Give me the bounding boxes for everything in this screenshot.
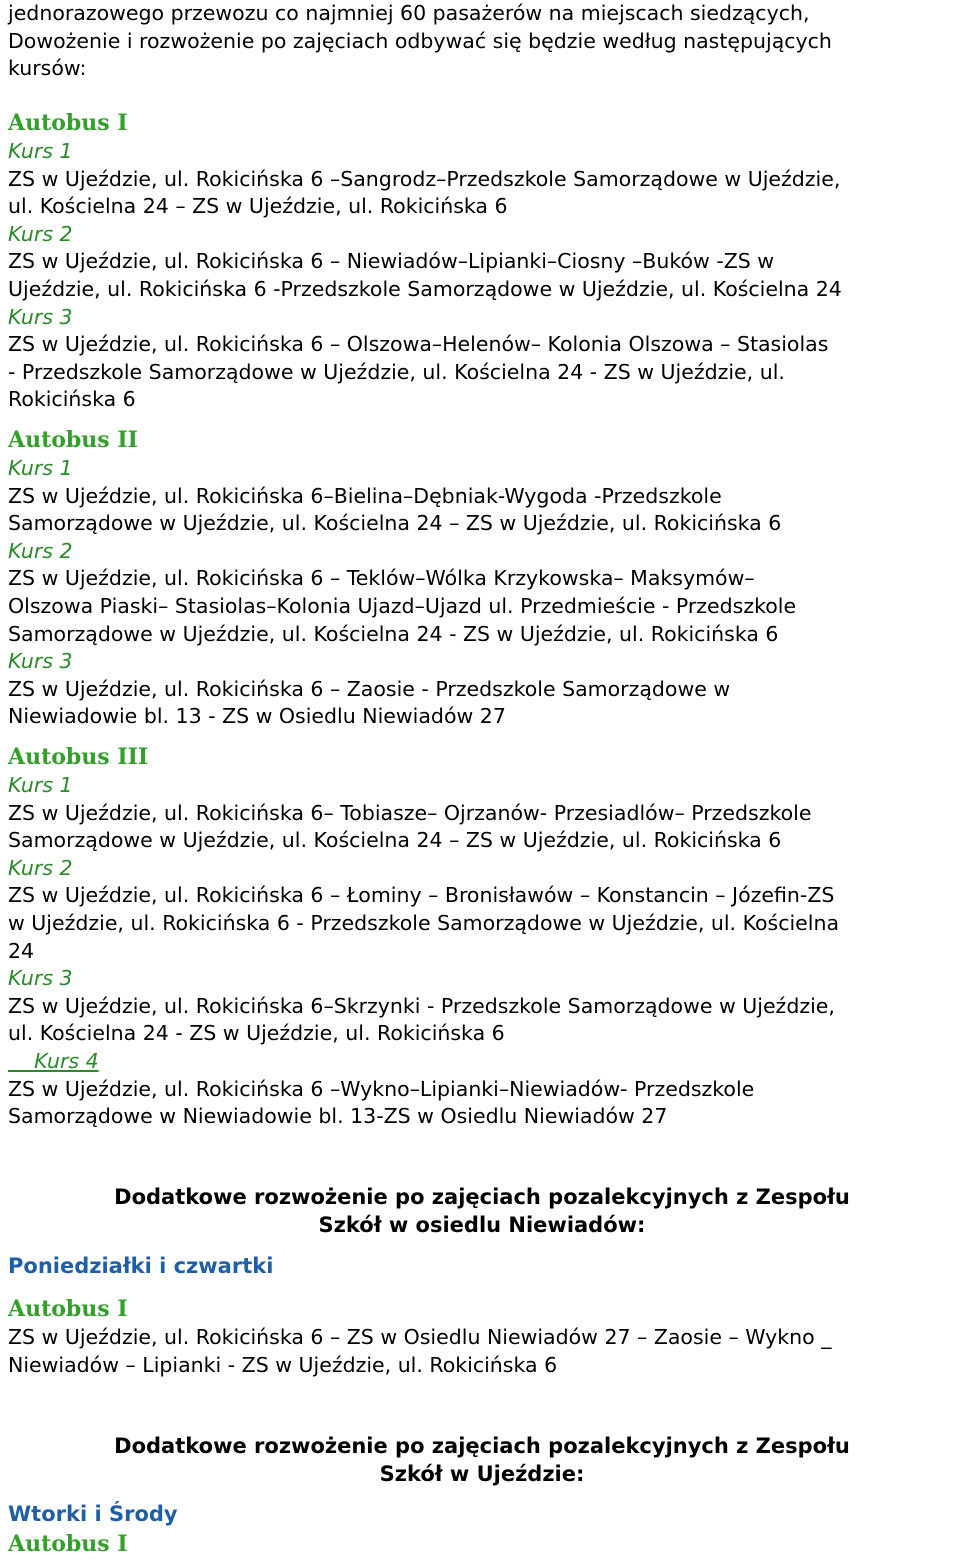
section-heading: Dodatkowe rozwożenie po zajęciach pozalekcyjnych z Zespołu (114, 1185, 850, 1209)
bus-2-section (8, 425, 956, 731)
bus-1-section (8, 108, 956, 414)
route-line: ZS w Ujeździe, ul. Rokicińska 6 –Wykno–Lipianki–Niewiadów- Przedszkole (8, 1076, 755, 1101)
section-heading: Dodatkowe rozwożenie po zajęciach pozalekcyjnych z Zespołu (114, 1434, 850, 1458)
route-line: Samorządowe w Ujeździe, ul. Kościelna 24 – ZS w Ujeździe, ul. Rokicińska 6 (8, 511, 782, 536)
intro-block (8, 0, 956, 83)
route-line: ZS w Ujeździe, ul. Rokicińska 6 – Zaosie - Przedszkole Samorządowe w (8, 676, 731, 701)
kurs-4-label: Kurs 4 (34, 1048, 99, 1073)
route-line: Ujeździe, ul. Rokicińska 6 -Przedszkole Samorządowe w Ujeździe, ul. Kościelna 24 (8, 276, 842, 301)
route-line: ZS w Ujeździe, ul. Rokicińska 6– Tobiasze– Ojrzanów- Przesiadlów– Przedszkole (8, 800, 812, 825)
route-line: ZS w Ujeździe, ul. Rokicińska 6 –Sangrodz–Przedszkole Samorządowe w Ujeździe, (8, 166, 841, 191)
kurs-label: Kurs 2 (8, 538, 73, 563)
route-line: w Ujeździe, ul. Rokicińska 6 - Przedszkole Samorządowe w Ujeździe, ul. Kościelna (8, 910, 840, 935)
bus-title: Autobus I (8, 1530, 128, 1557)
route-line: ZS w Ujeździe, ul. Rokicińska 6 – ZS w Osiedlu Niewiadów 27 – Zaosie – Wykno _ (8, 1325, 832, 1349)
route-line: Rokicińska 6 (8, 387, 136, 412)
days-label: Poniedziałki i czwartki (8, 1254, 274, 1278)
route-line: ZS w Ujeździe, ul. Rokicińska 6–Skrzynki - Przedszkole Samorządowe w Ujeździe, (8, 993, 835, 1018)
intro-line: jednorazowego przewozu co najmniej 60 pasażerów na miejscach siedzących, (8, 1, 810, 25)
extra-section-niewiadow (8, 1184, 956, 1239)
route-line: 24 (8, 938, 35, 963)
section-heading: Szkół w osiedlu Niewiadów: (318, 1212, 646, 1237)
kurs-label: Kurs 1 (8, 139, 73, 163)
intro-line: kursów: (8, 56, 87, 81)
intro-line: Dowożenie i rozwożenie po zajęciach odbywać się będzie według następujących (8, 28, 832, 53)
route-line: - Przedszkole Samorządowe w Ujeździe, ul. Kościelna 24 - ZS w Ujeździe, ul. (8, 359, 785, 384)
route-line: Samorządowe w Ujeździe, ul. Kościelna 24 - ZS w Ujeździe, ul. Rokicińska 6 (8, 621, 779, 646)
route-line: Samorządowe w Niewiadowie bl. 13-ZS w Osiedlu Niewiadów 27 (8, 1104, 668, 1129)
kurs-label: Kurs 2 (8, 855, 73, 880)
section-heading: Szkół w Ujeździe: (379, 1461, 585, 1486)
route-line: Niewiadów – Lipianki - ZS w Ujeździe, ul. Rokicińska 6 (8, 1352, 558, 1377)
kurs-label: Kurs 2 (8, 221, 73, 246)
kurs-label: Kurs 1 (8, 773, 73, 797)
kurs-label: Kurs 1 (8, 456, 73, 480)
route-line: Olszowa Piaski– Stasiolas–Kolonia Ujazd–Ujazd ul. Przedmieście - Przedszkole (8, 593, 797, 618)
route-line: ZS w Ujeździe, ul. Rokicińska 6 – Olszowa–Helenów– Kolonia Olszowa – Stasiolas (8, 332, 829, 357)
bus-3-section (8, 742, 956, 1131)
kurs-label: Kurs 3 (8, 966, 73, 991)
route-line: Samorządowe w Ujeździe, ul. Kościelna 24 – ZS w Ujeździe, ul. Rokicińska 6 (8, 828, 782, 853)
extra-2-days-block (8, 1501, 956, 1559)
bus-3-title: Autobus III (8, 744, 149, 770)
route-line: ZS w Ujeździe, ul. Rokicińska 6–Bielina–Dębniak-Wygoda -Przedszkole (8, 483, 722, 508)
extra-1-route-block (8, 1294, 956, 1379)
days-label: Wtorki i Środy (8, 1502, 178, 1526)
bus-2-title: Autobus II (8, 427, 138, 453)
route-line: ZS w Ujeździe, ul. Rokicińska 6 – Teklów–Wólka Krzykowska– Maksymów– (8, 566, 755, 591)
kurs-label: Kurs 3 (8, 304, 73, 329)
kurs-label (8, 1048, 956, 1076)
bus-title: Autobus I (8, 1296, 128, 1322)
kurs-label: Kurs 3 (8, 649, 73, 674)
route-line: ul. Kościelna 24 - ZS w Ujeździe, ul. Rokicińska 6 (8, 1021, 505, 1046)
bus-1-title: Autobus I (8, 110, 128, 136)
route-line: ZS w Ujeździe, ul. Rokicińska 6 – Niewiadów–Lipianki–Ciosny –Buków -ZS w (8, 249, 775, 274)
route-line: ul. Kościelna 24 – ZS w Ujeździe, ul. Rokicińska 6 (8, 194, 508, 219)
extra-1-days-block (8, 1253, 956, 1281)
extra-section-ujazd (8, 1433, 956, 1488)
route-line: ZS w Ujeździe, ul. Rokicińska 6 – Łominy – Bronisławów – Konstancin – Józefin-ZS (8, 883, 835, 908)
route-line: Niewiadowie bl. 13 - ZS w Osiedlu Niewiadów 27 (8, 704, 506, 729)
